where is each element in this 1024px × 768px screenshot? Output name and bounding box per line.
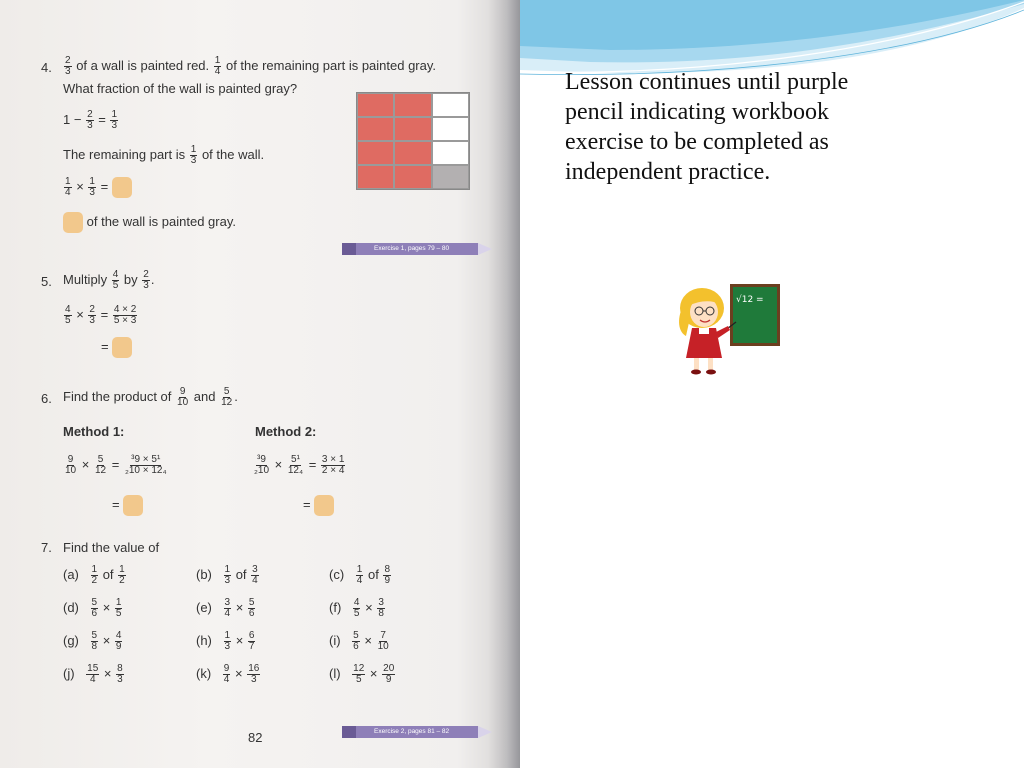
q4-frac-2-3: $\frac{2}{3}$ <box>65 55 71 77</box>
q4-frac-1-4: $\frac{1}{4}$ <box>214 55 221 77</box>
q7-item: (h) $\frac{1}{3}$ × $\frac{6}{7}$ <box>196 630 255 652</box>
q4-remaining: The remaining part is $\frac{1}{3}$ of the wall. <box>63 144 265 166</box>
q5-line1: Multiply $\frac{4}{5}$ by $\frac{2}{3}$ . <box>63 269 155 291</box>
answer-box <box>123 495 143 516</box>
q7-item: (g) $\frac{5}{8}$ × $\frac{4}{9}$ <box>63 630 122 652</box>
q6-line1: Find the product of $\frac{9}{10}$ and $\frac{5}{12}$ . <box>63 386 238 408</box>
q7-item: (a) $\frac{1}{2}$ of $\frac{1}{2}$ <box>63 564 125 586</box>
slide-body-text: Lesson continues until purple pencil indicating workbook exercise to be completed as independent practice. <box>565 69 849 185</box>
answer-box <box>112 177 132 198</box>
exercise2-pencil: Exercise 2, pages 81 – 82 <box>342 726 492 738</box>
q4-line1: $\frac{2}{3}$ of a wall is painted red. $\frac{1}{4}$ of the remaining part is painted gray. <box>65 55 437 77</box>
q7-item: (i) $\frac{5}{6}$ × $\frac{7}{10}$ <box>329 630 389 652</box>
chalkboard-text: √12 = <box>736 295 764 305</box>
q7-item: (c) $\frac{1}{4}$ of $\frac{8}{9}$ <box>329 564 391 586</box>
q6-number: 6. <box>41 391 52 406</box>
q7-item: (b) $\frac{1}{3}$ of $\frac{3}{4}$ <box>196 564 258 586</box>
answer-box <box>63 212 83 233</box>
book-spine-shadow <box>488 0 520 768</box>
q4-line2: What fraction of the wall is painted gray? <box>63 81 298 96</box>
q4-final: of the wall is painted gray. <box>63 212 236 233</box>
wall-fraction-grid <box>356 92 470 190</box>
q7-item: (f) $\frac{4}{5}$ × $\frac{3}{8}$ <box>329 597 384 619</box>
exercise1-pencil: Exercise 1, pages 79 – 80 <box>342 243 492 255</box>
q7-title: Find the value of <box>63 540 160 555</box>
answer-box <box>112 337 132 358</box>
page-number: 82 <box>248 730 263 745</box>
q5-number: 5. <box>41 274 52 289</box>
q7-item: (d) $\frac{5}{6}$ × $\frac{1}{5}$ <box>63 597 122 619</box>
method2-step: $\frac{\text{³9}}{\text{₂10}}$ × $\frac{\text{5¹}}{\text{12₄}}$ = $\frac{3 \times 1}{2 \times 4}$ <box>254 454 345 476</box>
q7-item: (j) $\frac{15}{4}$ × $\frac{8}{3}$ <box>63 663 123 685</box>
q7-item: (l) $\frac{12}{5}$ × $\frac{20}{9}$ <box>329 663 395 685</box>
q4-number: 4. <box>41 60 52 75</box>
q4-step1: 1 − $\frac{2}{3}$ = $\frac{1}{3}$ <box>63 109 118 131</box>
q4-multiply: $\frac{1}{4}$ × $\frac{1}{3}$ = <box>63 177 132 198</box>
q7-item: (k) $\frac{9}{4}$ × $\frac{16}{3}$ <box>196 663 260 685</box>
method2-heading: Method 2: <box>255 424 317 439</box>
method1-result: = <box>112 495 143 516</box>
answer-box <box>314 495 334 516</box>
method1-step: $\frac{9}{10}$ × $\frac{5}{12}$ = $\frac{\text{³9 × 5¹}}{\text{₂10 × 12₄}}$ <box>65 454 167 476</box>
q5-result: = <box>101 337 132 358</box>
teacher-chalkboard-clipart <box>672 278 784 376</box>
q7-number: 7. <box>41 540 52 555</box>
method1-heading: Method 1: <box>63 424 125 439</box>
method2-result: = <box>303 495 334 516</box>
q5-step: $\frac{4}{5}$ × $\frac{2}{3}$ = $\frac{4 \times 2}{5 \times 3}$ <box>65 304 137 326</box>
q7-item: (e) $\frac{3}{4}$ × $\frac{5}{6}$ <box>196 597 255 619</box>
